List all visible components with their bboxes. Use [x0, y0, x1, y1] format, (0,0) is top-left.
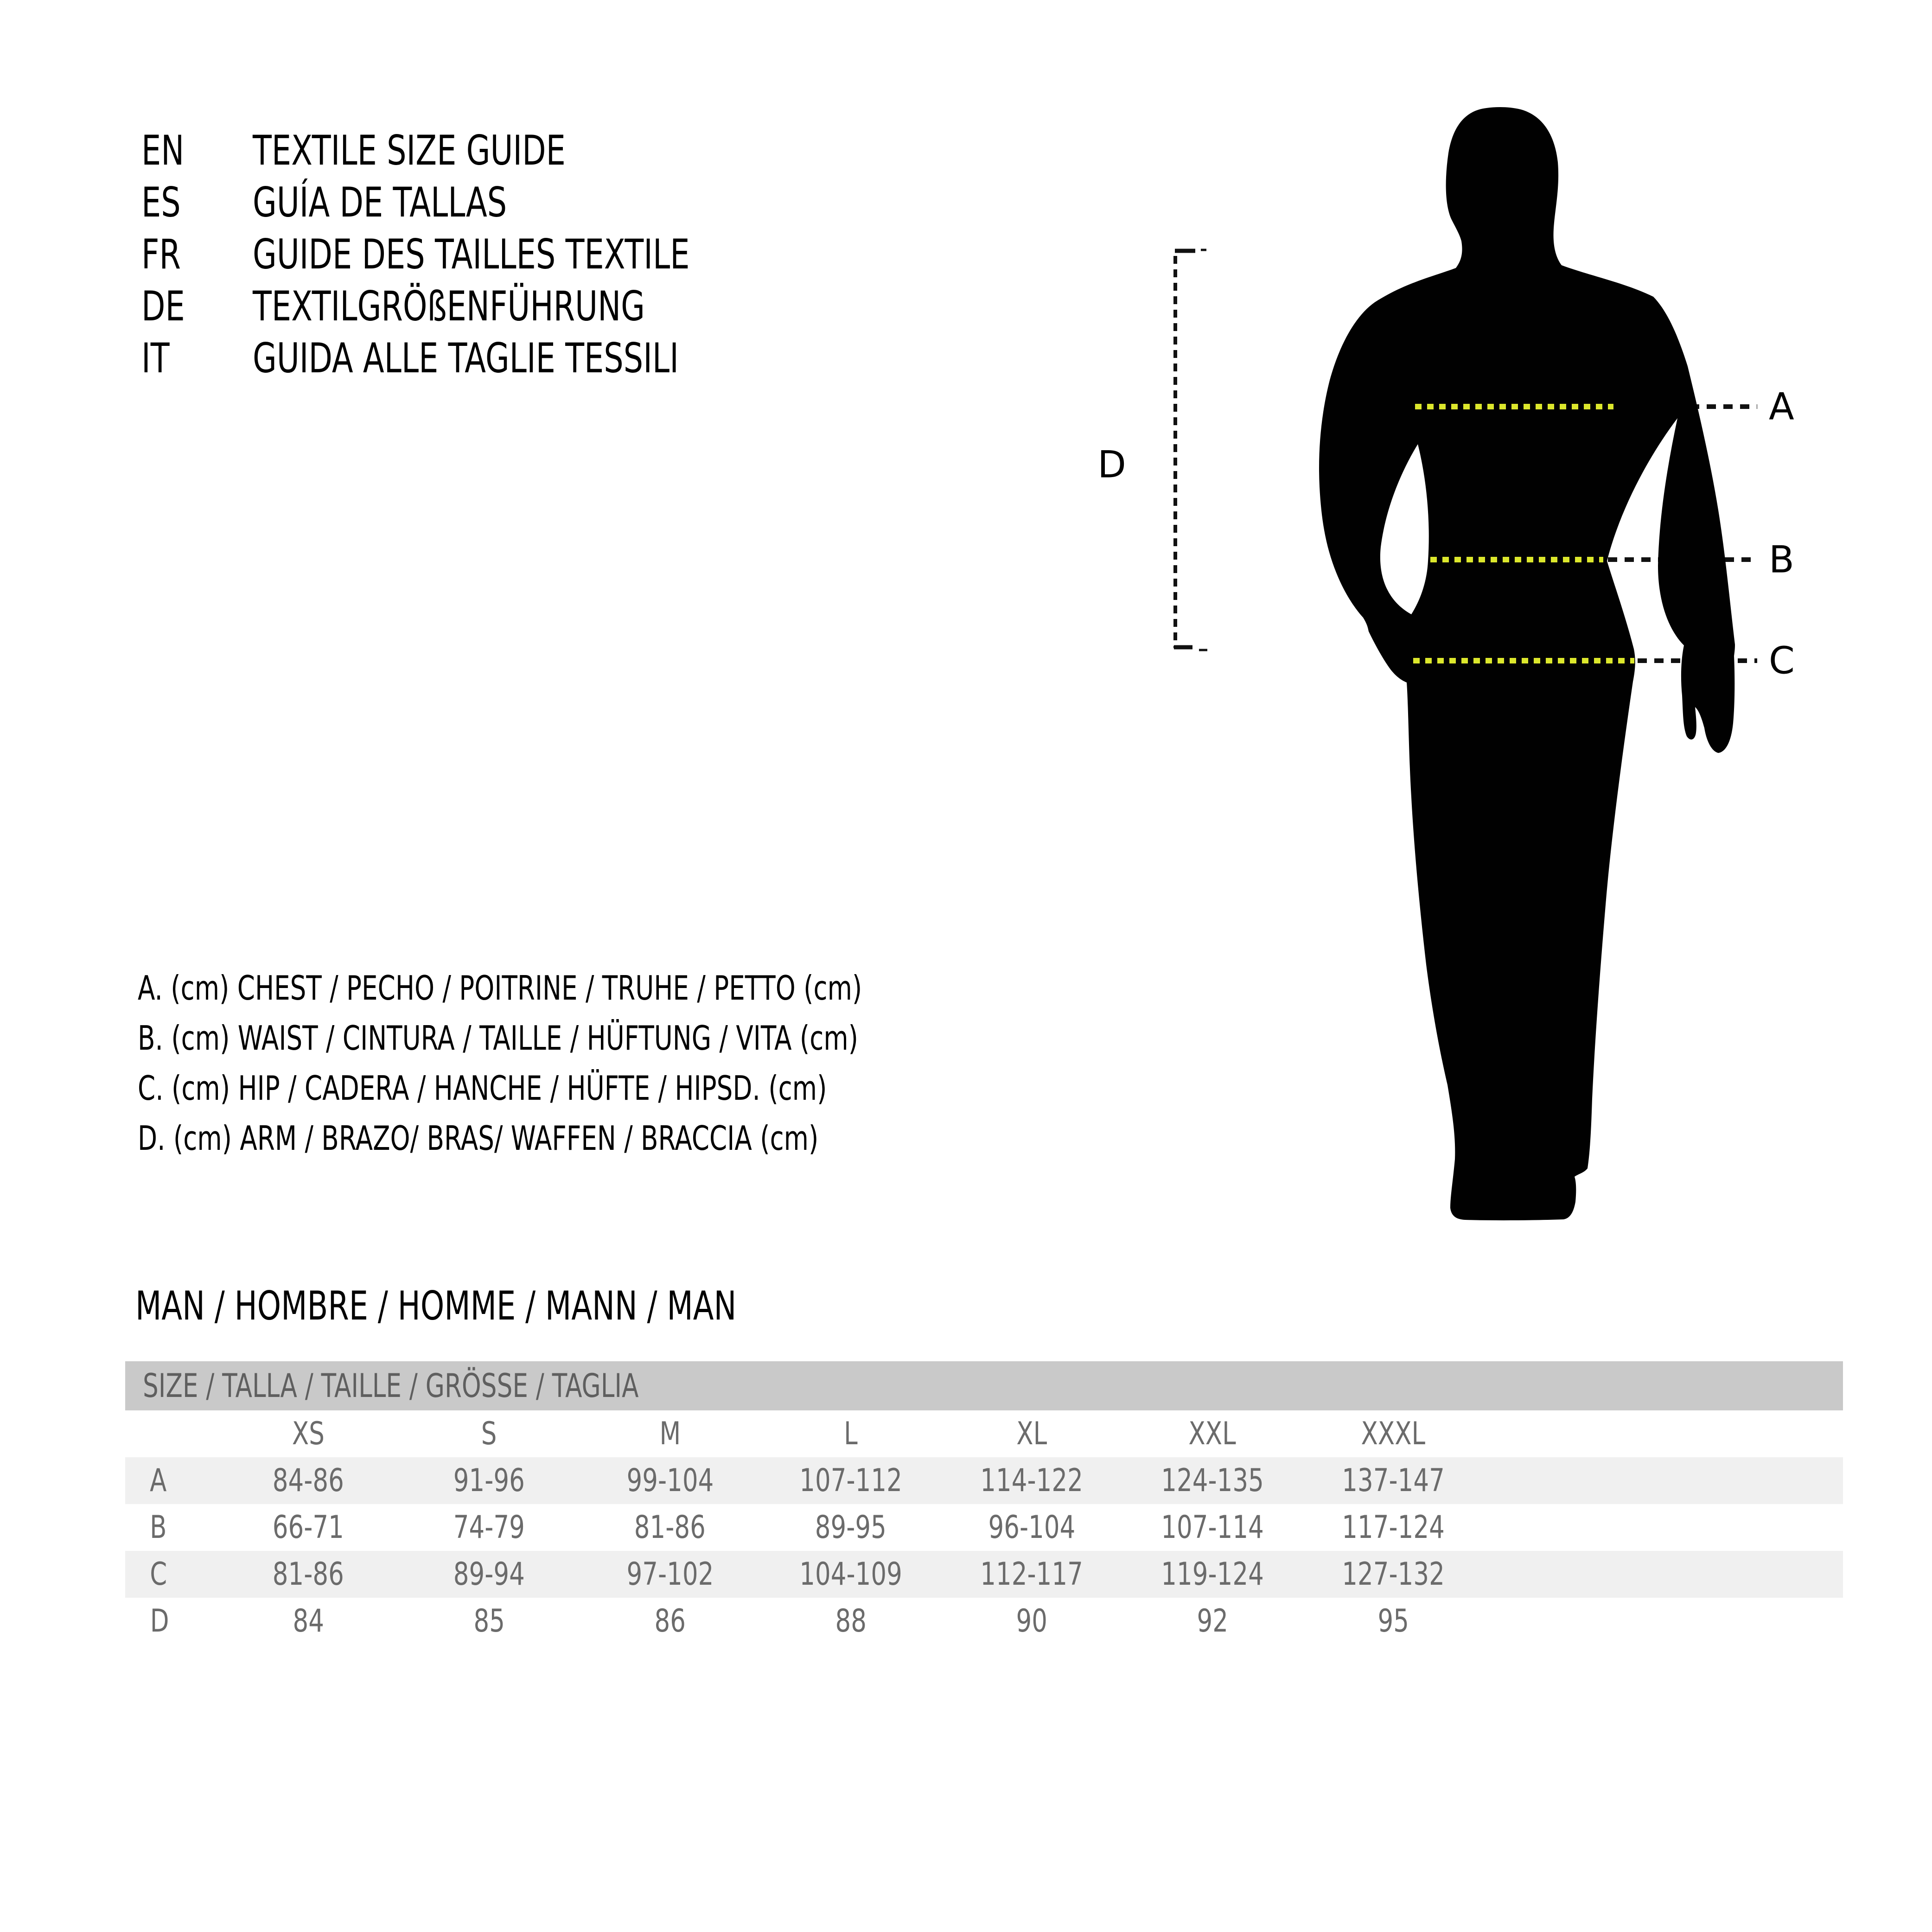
language-row-en	[141, 125, 828, 177]
col-xs: XS	[292, 1416, 325, 1452]
label-d: D	[1097, 443, 1126, 486]
language-code: ES	[141, 179, 181, 226]
arm-length-line-d	[1174, 250, 1207, 650]
guide-title-en: TEXTILE SIZE GUIDE	[253, 127, 566, 174]
group-title-man: MAN / HOMBRE / HOMME / MANN / MAN	[135, 1283, 737, 1329]
size-header-text: SIZE / TALLA / TAILLE / GRÖSSE / TAGLIA	[143, 1367, 639, 1405]
col-l: L	[844, 1416, 858, 1452]
language-row-fr	[141, 229, 828, 281]
legend-line-c: C. (cm) HIP / CADERA / HANCHE / HÜFTE / HIPSD. (cm)	[138, 1069, 827, 1108]
language-code: DE	[141, 282, 185, 330]
row-label: A	[150, 1462, 167, 1499]
size-table	[125, 1410, 1843, 1645]
man-silhouette	[1319, 107, 1735, 1220]
col-xxl: XXL	[1188, 1416, 1237, 1452]
measurement-diagram	[1043, 70, 1932, 1275]
language-row-es	[141, 177, 828, 229]
table-row-d: D 84 85 86 88 90 92 95	[150, 1603, 1409, 1639]
guide-title-it: GUIDA ALLE TAGLIE TESSILI	[253, 334, 679, 382]
col-m: M	[659, 1416, 681, 1452]
language-code: EN	[141, 127, 185, 174]
guide-title-fr: GUIDE DES TAILLES TEXTILE	[253, 230, 690, 278]
language-row-de	[141, 281, 828, 332]
table-row-c: C 81-86 89-94 97-102 104-109 112-117 119-124 127-132	[125, 1551, 1843, 1598]
language-code: FR	[141, 230, 181, 278]
language-guide-list	[141, 125, 828, 384]
size-columns-row	[125, 1410, 1843, 1457]
legend-line-b: B. (cm) WAIST / CINTURA / TAILLE / HÜFTUNG / VITA (cm)	[138, 1019, 859, 1058]
guide-title-es: GUÍA DE TALLAS	[253, 179, 507, 226]
table-row-a: A 84-86 91-96 99-104 107-112 114-122 124-135 137-147	[125, 1457, 1843, 1504]
language-code: IT	[141, 334, 170, 382]
legend-line-d: D. (cm) ARM / BRAZO/ BRAS/ WAFFEN / BRACCIA (cm)	[138, 1119, 819, 1158]
label-b: B	[1769, 538, 1794, 581]
row-label: C	[150, 1556, 167, 1593]
col-s: S	[481, 1416, 497, 1452]
guide-title-de: TEXTILGRÖßENFÜHRUNG	[253, 282, 645, 330]
row-label: B	[150, 1509, 167, 1546]
language-row-it	[141, 332, 828, 384]
col-xl: XL	[1016, 1416, 1047, 1452]
size-table-header-bar	[125, 1361, 1843, 1410]
row-label: D	[150, 1603, 169, 1639]
label-a: A	[1769, 385, 1794, 428]
legend-line-a: A. (cm) CHEST / PECHO / POITRINE / TRUHE / PETTO (cm)	[138, 969, 862, 1007]
measurement-legend	[138, 963, 1091, 1163]
col-xxxl: XXXL	[1361, 1416, 1426, 1452]
label-c: C	[1769, 639, 1795, 682]
table-row-b: B 66-71 74-79 81-86 89-95 96-104 107-114 117-124	[150, 1509, 1445, 1546]
